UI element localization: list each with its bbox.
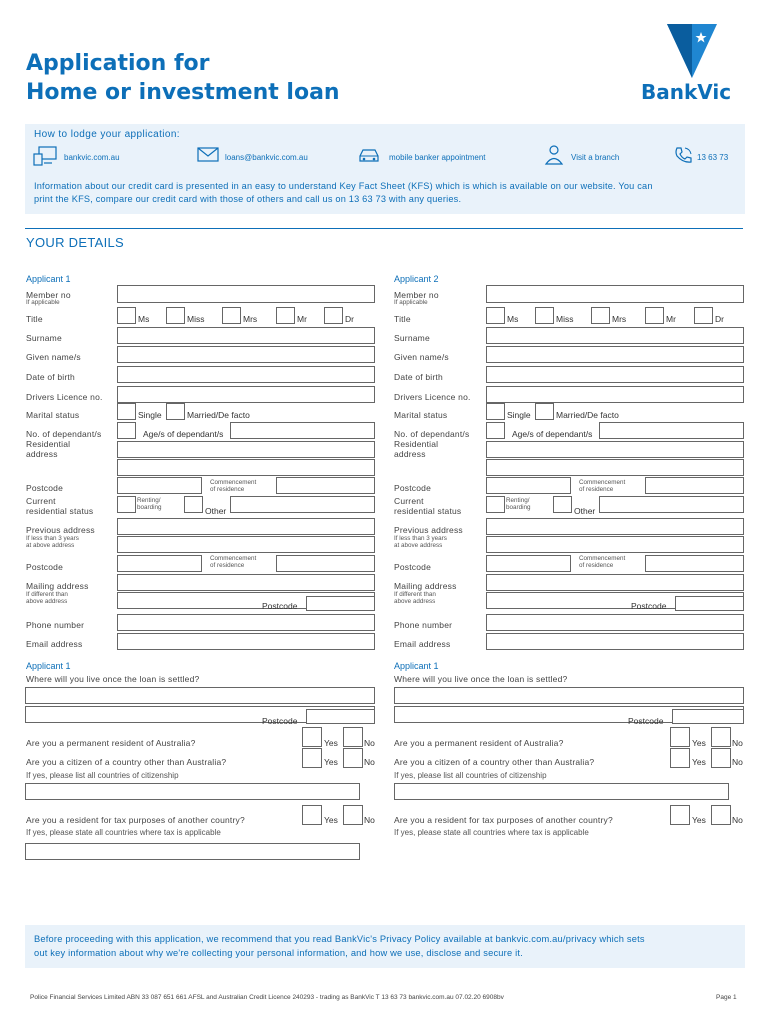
- applicant1-heading: Applicant 1: [26, 274, 71, 284]
- citizen-yes-checkbox[interactable]: [302, 748, 322, 768]
- a2-title-mr-label: Mr: [666, 314, 676, 324]
- citizen-yes-checkbox-right[interactable]: [670, 748, 690, 768]
- a2-title-dr-checkbox[interactable]: [694, 307, 713, 324]
- applicant2-postcode-field[interactable]: [486, 477, 571, 494]
- applicant1-address-line2[interactable]: [117, 459, 375, 476]
- lodge-mobile-banker[interactable]: mobile banker appointment: [389, 153, 486, 162]
- marital-single-checkbox[interactable]: [117, 403, 136, 420]
- mailing-postcode-label-a2: Postcode: [631, 601, 667, 611]
- applicant1-postcode-field[interactable]: [117, 477, 202, 494]
- applicant1-email-field[interactable]: [117, 633, 375, 650]
- tax-yes-label-right: Yes: [692, 815, 706, 825]
- applicant1-previous-line2[interactable]: [117, 536, 375, 553]
- given-names-label-a2: Given name/s: [394, 352, 449, 362]
- applicant2-previous-line1[interactable]: [486, 518, 744, 535]
- footer-legal: Police Financial Services Limited ABN 33 087 651 661 AFSL and Australian Credit Licence 240293 - trading as BankVic T 13 63 73 bankvic.com.au 07.02.20 6908bv: [30, 994, 504, 1001]
- ages-label-a2: Age/s of dependant/s: [512, 429, 593, 439]
- person-icon: [543, 144, 565, 166]
- tax-no-checkbox-right[interactable]: [711, 805, 731, 825]
- postcode-label-a2-2: Postcode: [394, 562, 432, 572]
- previous-label: Previous address: [26, 525, 95, 535]
- postcode-label-2: Postcode: [26, 562, 64, 572]
- a2-renting-checkbox[interactable]: [486, 496, 505, 513]
- applicant1-ages-field[interactable]: [230, 422, 375, 439]
- a2-title-dr-label: Dr: [715, 314, 724, 324]
- applicant2-phone-field[interactable]: [486, 614, 744, 631]
- car-icon: [357, 147, 381, 163]
- applicant2-email-field[interactable]: [486, 633, 744, 650]
- title-mr-label: Mr: [297, 314, 307, 324]
- a2-title-ms-label: Ms: [507, 314, 519, 324]
- resident-no-checkbox-right[interactable]: [711, 727, 731, 747]
- applicant2-prev-commencement-field[interactable]: [645, 555, 744, 572]
- current-status-label: Current residential status: [26, 496, 94, 516]
- page-number: Page 1: [716, 994, 737, 1001]
- lodge-phone[interactable]: 13 63 73: [697, 153, 729, 162]
- tax-countries-field[interactable]: [25, 843, 360, 860]
- title-ms-checkbox[interactable]: [117, 307, 136, 324]
- member-no-label-a2: Member no: [394, 290, 439, 300]
- applicant1-surname-field[interactable]: [117, 327, 375, 344]
- a2-title-miss-checkbox[interactable]: [535, 307, 554, 324]
- a2-title-mr-checkbox[interactable]: [645, 307, 664, 324]
- tax-question-right: Are you a resident for tax purposes of another country?: [394, 815, 613, 825]
- kfs-info-line1: Information about our credit card is presented in an easy to understand Key Fact Sheet (KFS) which is which is available on our website. You can: [34, 181, 653, 191]
- kfs-info-line2: print the KFS, compare our credit card with those of others and call us on 13 63 73 with any queries.: [34, 194, 462, 204]
- computer-icon: [33, 146, 59, 166]
- live-address-line1[interactable]: [25, 687, 375, 704]
- mailing-label-a2: Mailing address: [394, 581, 457, 591]
- applicant1-dependants-field[interactable]: [117, 422, 136, 439]
- current-status-label-a2: Current residential status: [394, 496, 462, 516]
- applicant2-prev-postcode-field[interactable]: [486, 555, 571, 572]
- email-label: Email address: [26, 639, 83, 649]
- title-label-a2: Title: [394, 314, 411, 324]
- postcode-label-a2: Postcode: [394, 483, 432, 493]
- applicant1-mailing-line1[interactable]: [117, 574, 375, 591]
- a2-marital-married-checkbox[interactable]: [535, 403, 554, 420]
- resident-question-right: Are you a permanent resident of Australia?: [394, 738, 564, 748]
- residential-label-a2: Residential address: [394, 439, 439, 459]
- a2-other-checkbox[interactable]: [553, 496, 572, 513]
- citizenship-countries-field[interactable]: [25, 783, 360, 800]
- marital-single-label: Single: [138, 410, 162, 420]
- applicant2-surname-field[interactable]: [486, 327, 744, 344]
- mailing-postcode-label: Postcode: [262, 601, 298, 611]
- applicant1-address-line1[interactable]: [117, 441, 375, 458]
- applicant1-phone-field[interactable]: [117, 614, 375, 631]
- other-checkbox[interactable]: [184, 496, 203, 513]
- other-label: Other: [205, 506, 227, 516]
- tax-note: If yes, please state all countries where tax is applicable: [26, 828, 221, 837]
- surname-label-a2: Surname: [394, 333, 430, 343]
- privacy-notice-line2: out key information about why we're collecting your personal information, and how we use, disclose and secure it.: [34, 948, 523, 958]
- a2-marital-single-checkbox[interactable]: [486, 403, 505, 420]
- lodge-email[interactable]: loans@bankvic.com.au: [225, 153, 308, 162]
- live-postcode-field[interactable]: [306, 709, 375, 724]
- resident-yes-label-right: Yes: [692, 738, 706, 748]
- commencement-label-a2: Commencement of residence: [579, 479, 626, 493]
- ages-label: Age/s of dependant/s: [143, 429, 224, 439]
- brand-name: BankVic: [641, 80, 732, 104]
- tax-no-label: No: [364, 815, 375, 825]
- resident-no-label: No: [364, 738, 375, 748]
- live-postcode-field-right[interactable]: [672, 709, 744, 724]
- marital-married-checkbox[interactable]: [166, 403, 185, 420]
- tax-no-label-right: No: [732, 815, 743, 825]
- phone-label: Phone number: [26, 620, 85, 630]
- lodge-website[interactable]: bankvic.com.au: [64, 153, 120, 162]
- citizen-no-checkbox[interactable]: [343, 748, 363, 768]
- live-question-right: Where will you live once the loan is settled?: [394, 674, 568, 684]
- renting-label: Renting/ boarding: [137, 497, 162, 511]
- commencement-label: Commencement of residence: [210, 479, 257, 493]
- applicant1-member-no-field[interactable]: [117, 285, 375, 303]
- title-mr-checkbox[interactable]: [276, 307, 295, 324]
- commencement-label-2: Commencement of residence: [210, 555, 257, 569]
- resident-yes-label: Yes: [324, 738, 338, 748]
- surname-label: Surname: [26, 333, 62, 343]
- applicant1-other-field[interactable]: [230, 496, 375, 513]
- tax-yes-checkbox-right[interactable]: [670, 805, 690, 825]
- a2-marital-married-label: Married/De facto: [556, 410, 619, 420]
- dependants-label-a2: No. of dependant/s: [394, 429, 470, 439]
- tax-question: Are you a resident for tax purposes of another country?: [26, 815, 245, 825]
- a2-title-miss-label: Miss: [556, 314, 574, 324]
- applicant2-previous-line2[interactable]: [486, 536, 744, 553]
- tax-yes-checkbox[interactable]: [302, 805, 322, 825]
- tax-note-right: If yes, please state all countries where tax is applicable: [394, 828, 589, 837]
- title-mrs-checkbox[interactable]: [222, 307, 241, 324]
- applicant2-dependants-field[interactable]: [486, 422, 505, 439]
- applicant1-commencement-field[interactable]: [276, 477, 375, 494]
- applicant1-licence-field[interactable]: [117, 386, 375, 403]
- applicant2-given-names-field[interactable]: [486, 346, 744, 363]
- title-miss-label: Miss: [187, 314, 205, 324]
- applicant1-given-names-field[interactable]: [117, 346, 375, 363]
- page-title-line1: Application for: [26, 51, 210, 76]
- marital-married-label: Married/De facto: [187, 410, 250, 420]
- applicant1-mailing-postcode-field[interactable]: [306, 596, 375, 611]
- a2-title-mrs-checkbox[interactable]: [591, 307, 610, 324]
- given-names-label: Given name/s: [26, 352, 81, 362]
- lodge-title: How to lodge your application:: [34, 129, 180, 140]
- live-postcode-label: Postcode: [262, 716, 298, 726]
- a2-other-label: Other: [574, 506, 596, 516]
- applicant1-prev-commencement-field[interactable]: [276, 555, 375, 572]
- postcode-label: Postcode: [26, 483, 64, 493]
- resident-no-label-right: No: [732, 738, 743, 748]
- mailing-label: Mailing address: [26, 581, 89, 591]
- marital-label: Marital status: [26, 410, 80, 420]
- applicant2-commencement-field[interactable]: [645, 477, 744, 494]
- previous-note: If less than 3 years at above address: [26, 535, 79, 549]
- dependants-label: No. of dependant/s: [26, 429, 102, 439]
- applicant2-member-no-field[interactable]: [486, 285, 744, 303]
- mailing-note-a2: If different than above address: [394, 591, 436, 605]
- resident-question: Are you a permanent resident of Australia?: [26, 738, 196, 748]
- applicant2-mailing-line1[interactable]: [486, 574, 744, 591]
- applicant2-dob-field[interactable]: [486, 366, 744, 383]
- phone-icon: [673, 145, 693, 165]
- tax-no-checkbox[interactable]: [343, 805, 363, 825]
- title-dr-label: Dr: [345, 314, 354, 324]
- citizen-question: Are you a citizen of a country other than Australia?: [26, 757, 227, 767]
- commencement-label-a2-2: Commencement of residence: [579, 555, 626, 569]
- privacy-notice-line1: Before proceeding with this application, we recommend that you read BankVic's Privacy Policy available at bankvic.com.au/privacy which sets: [34, 934, 645, 944]
- applicant2-licence-field[interactable]: [486, 386, 744, 403]
- citizen-note-right: If yes, please list all countries of citizenship: [394, 771, 547, 780]
- member-no-note: If applicable: [26, 299, 60, 306]
- applicant2-heading: Applicant 2: [394, 274, 439, 284]
- loan-applicant-heading-right: Applicant 1: [394, 661, 439, 671]
- resident-yes-checkbox-right[interactable]: [670, 727, 690, 747]
- title-mrs-label: Mrs: [243, 314, 258, 324]
- title-miss-checkbox[interactable]: [166, 307, 185, 324]
- citizen-no-checkbox-right[interactable]: [711, 748, 731, 768]
- citizen-question-right: Are you a citizen of a country other than Australia?: [394, 757, 595, 767]
- live-postcode-label-right: Postcode: [628, 716, 664, 726]
- renting-checkbox[interactable]: [117, 496, 136, 513]
- page-title-line2: Home or investment loan: [26, 80, 340, 105]
- applicant2-address-line1[interactable]: [486, 441, 744, 458]
- bankvic-logo-icon: [665, 22, 719, 80]
- citizen-no-label-right: No: [732, 757, 743, 767]
- a2-renting-label: Renting/ boarding: [506, 497, 531, 511]
- applicant2-ages-field[interactable]: [599, 422, 744, 439]
- live-address-line1-right[interactable]: [394, 687, 744, 704]
- mailing-note: If different than above address: [26, 591, 68, 605]
- section-divider: [25, 228, 743, 229]
- applicant1-dob-field[interactable]: [117, 366, 375, 383]
- envelope-icon: [197, 147, 219, 162]
- a2-title-ms-checkbox[interactable]: [486, 307, 505, 324]
- title-ms-label: Ms: [138, 314, 150, 324]
- a2-title-mrs-label: Mrs: [612, 314, 627, 324]
- citizen-yes-label-right: Yes: [692, 757, 706, 767]
- dob-label: Date of birth: [26, 372, 75, 382]
- citizen-no-label: No: [364, 757, 375, 767]
- loan-applicant-heading: Applicant 1: [26, 661, 71, 671]
- title-dr-checkbox[interactable]: [324, 307, 343, 324]
- email-label-a2: Email address: [394, 639, 451, 649]
- citizen-yes-label: Yes: [324, 757, 338, 767]
- licence-label-a2: Drivers Licence no.: [394, 392, 471, 402]
- applicant2-mailing-postcode-field[interactable]: [675, 596, 744, 611]
- applicant2-other-field[interactable]: [599, 496, 744, 513]
- resident-no-checkbox[interactable]: [343, 727, 363, 747]
- citizen-note: If yes, please list all countries of citizenship: [26, 771, 179, 780]
- residential-label: Residential address: [26, 439, 71, 459]
- resident-yes-checkbox[interactable]: [302, 727, 322, 747]
- section-title: YOUR DETAILS: [26, 235, 124, 250]
- applicant1-previous-line1[interactable]: [117, 518, 375, 535]
- tax-yes-label: Yes: [324, 815, 338, 825]
- member-no-note-a2: If applicable: [394, 299, 428, 306]
- previous-label-a2: Previous address: [394, 525, 463, 535]
- citizenship-countries-field-right[interactable]: [394, 783, 729, 800]
- previous-note-a2: If less than 3 years at above address: [394, 535, 447, 549]
- licence-label: Drivers Licence no.: [26, 392, 103, 402]
- a2-marital-single-label: Single: [507, 410, 531, 420]
- live-question: Where will you live once the loan is settled?: [26, 674, 200, 684]
- lodge-branch[interactable]: Visit a branch: [571, 153, 620, 162]
- applicant2-address-line2[interactable]: [486, 459, 744, 476]
- title-label: Title: [26, 314, 43, 324]
- marital-label-a2: Marital status: [394, 410, 448, 420]
- dob-label-a2: Date of birth: [394, 372, 443, 382]
- phone-label-a2: Phone number: [394, 620, 453, 630]
- applicant1-prev-postcode-field[interactable]: [117, 555, 202, 572]
- member-no-label: Member no: [26, 290, 71, 300]
